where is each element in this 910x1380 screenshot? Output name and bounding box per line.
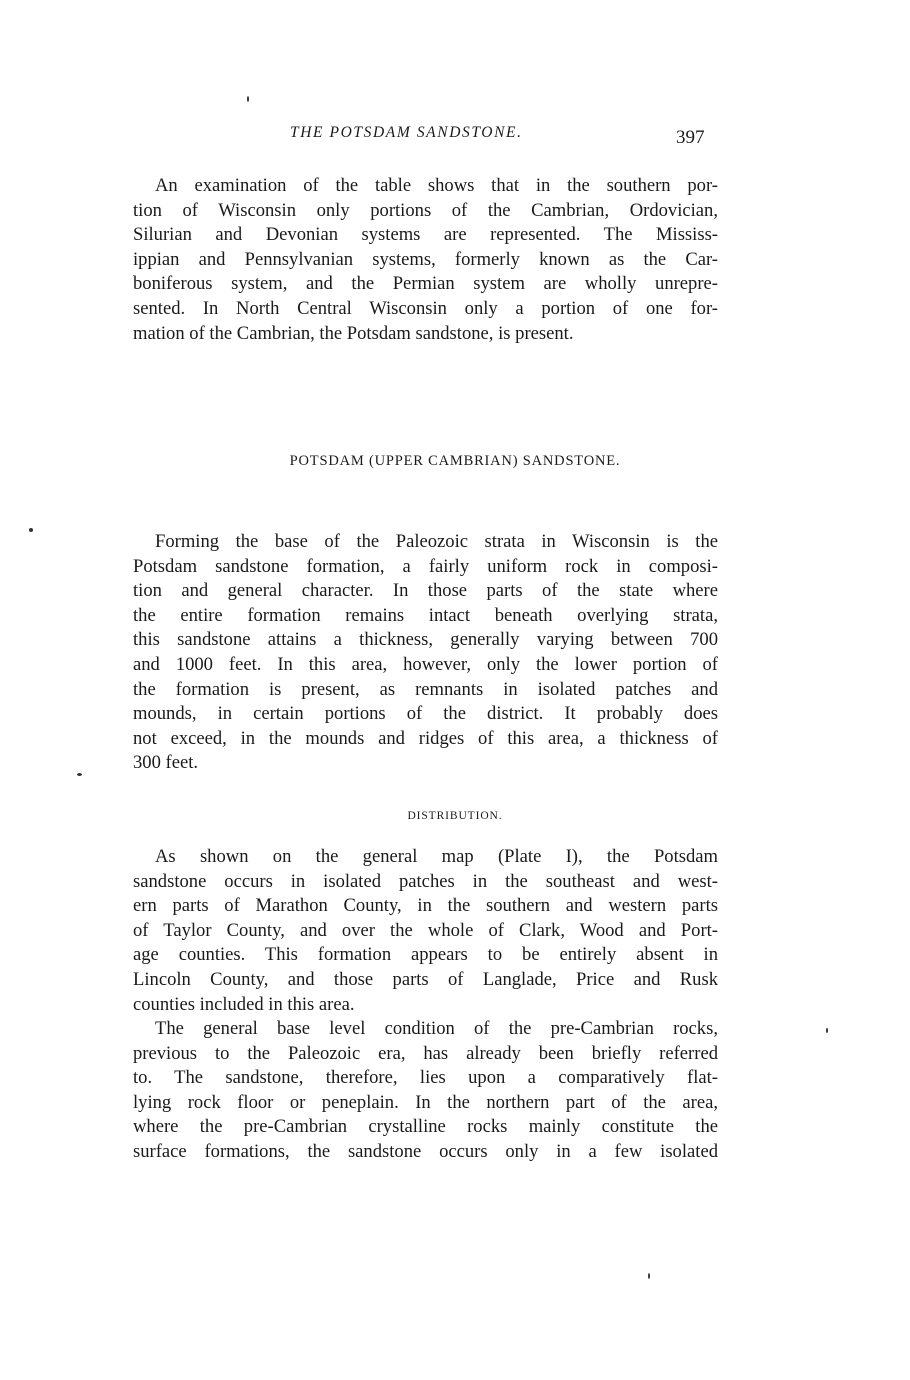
section-heading: POTSDAM (UPPER CAMBRIAN) SANDSTONE. bbox=[289, 453, 621, 469]
text-line: ippian and Pennsylvanian systems, formerly known as the Car- bbox=[133, 248, 718, 270]
section-paragraph bbox=[133, 530, 718, 776]
text-line: age counties. This formation appears to be entirely absent in bbox=[133, 944, 718, 966]
scan-speck bbox=[648, 1273, 650, 1279]
text-line: As shown on the general map (Plate I), the Potsdam bbox=[155, 846, 718, 867]
text-line: 300 feet. bbox=[133, 752, 199, 774]
text-line: sented. In North Central Wisconsin only a portion of one for- bbox=[133, 297, 718, 319]
scan-speck bbox=[29, 528, 33, 532]
text-line: this sandstone attains a thickness, generally varying between 700 bbox=[133, 629, 718, 651]
text-line: Forming the base of the Paleozoic strata in Wisconsin is the bbox=[155, 531, 718, 552]
distribution-paragraph-2 bbox=[133, 1017, 718, 1165]
scan-speck bbox=[247, 96, 249, 102]
scan-speck bbox=[826, 1028, 828, 1033]
distribution-heading: DISTRIBUTION. bbox=[407, 810, 503, 822]
text-line: surface formations, the sandstone occurs only in a few isolated bbox=[133, 1140, 718, 1162]
text-line: Lincoln County, and those parts of Langlade, Price and Rusk bbox=[133, 968, 718, 990]
text-line: boniferous system, and the Permian system are wholly unrepre- bbox=[133, 273, 718, 295]
text-line: tion and general character. In those parts of the state where bbox=[133, 580, 718, 602]
text-line: counties included in this area. bbox=[133, 993, 355, 1015]
text-line: tion of Wisconsin only portions of the Cambrian, Ordovician, bbox=[133, 199, 718, 221]
text-line: and 1000 feet. In this area, however, only the lower portion of bbox=[133, 653, 718, 675]
text-line: ern parts of Marathon County, in the southern and western parts bbox=[133, 895, 718, 917]
page-number: 397 bbox=[676, 127, 705, 148]
text-line: Potsdam sandstone formation, a fairly uniform rock in composi- bbox=[133, 555, 718, 577]
text-line: Silurian and Devonian systems are represented. The Mississ- bbox=[133, 224, 718, 246]
text-line: of Taylor County, and over the whole of Clark, Wood and Port- bbox=[133, 919, 718, 941]
intro-paragraph bbox=[133, 174, 718, 346]
text-line: the formation is present, as remnants in isolated patches and bbox=[133, 678, 718, 700]
text-line: An examination of the table shows that in the southern por- bbox=[155, 175, 718, 196]
scan-speck bbox=[77, 773, 82, 776]
running-head: THE POTSDAM SANDSTONE. bbox=[290, 124, 523, 141]
text-line: where the pre-Cambrian crystalline rocks mainly constitute the bbox=[133, 1116, 718, 1138]
text-line: not exceed, in the mounds and ridges of this area, a thickness of bbox=[133, 727, 718, 749]
distribution-paragraph-1 bbox=[133, 845, 718, 1017]
text-line: The general base level condition of the pre-Cambrian rocks, bbox=[155, 1018, 718, 1039]
text-line: sandstone occurs in isolated patches in the southeast and west- bbox=[133, 870, 718, 892]
text-line: mation of the Cambrian, the Potsdam sandstone, is present. bbox=[133, 322, 574, 344]
text-line: to. The sandstone, therefore, lies upon a comparatively flat- bbox=[133, 1067, 718, 1089]
text-line: lying rock floor or peneplain. In the northern part of the area, bbox=[133, 1091, 718, 1113]
text-line: mounds, in certain portions of the district. It probably does bbox=[133, 703, 718, 725]
text-line: previous to the Paleozoic era, has already been briefly referred bbox=[133, 1042, 718, 1064]
text-line: the entire formation remains intact beneath overlying strata, bbox=[133, 604, 718, 626]
